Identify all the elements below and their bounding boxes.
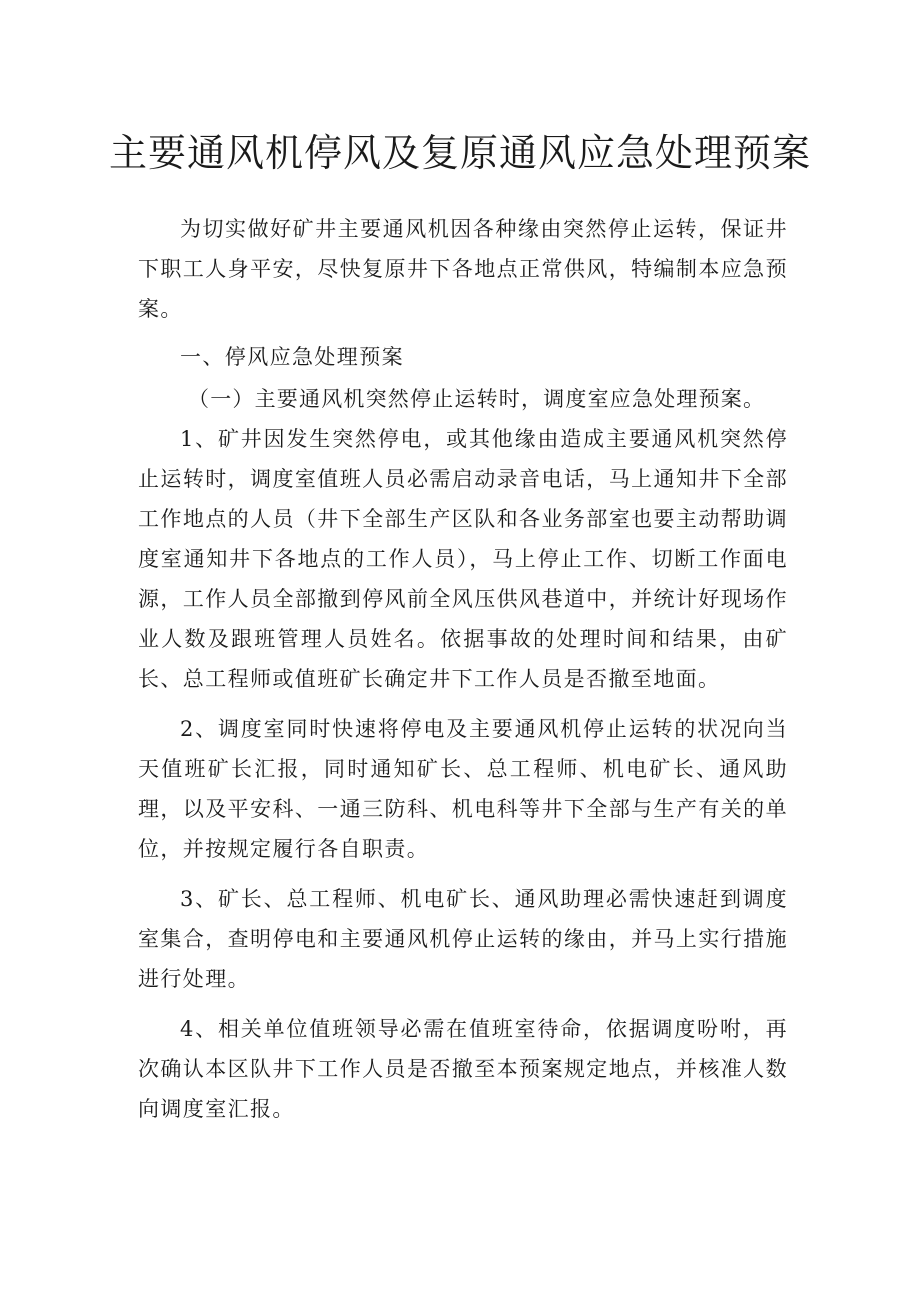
subsection-heading: （一）主要通风机突然停止运转时，调度室应急处理预案。 — [188, 387, 766, 411]
list-item-1: 1、矿井因发生突然停电，或其他缘由造成主要通风机突然停止运转时，调度室值班人员必需启动录音电话，马上通知井下全部工作地点的人员（井下全部生产区队和各业务部室也要主动帮助调度室通知井下各地点的工作人员），马上停止工作、切断工作面电源，工作人员全部撤到停风前全风压供风巷道中，并统计好现场作业人数及跟班管理人员姓名。依据事故的处理时间和结果，由矿长、总工程师或值班矿长确定井下工作人员是否撤至地面。 — [138, 427, 788, 691]
list-item-4: 4、相关单位值班领导必需在值班室待命，依据调度吩咐，再次确认本区队井下工作人员是否撤至本预案规定地点，并核准人数向调度室汇报。 — [138, 1017, 788, 1121]
intro-paragraph: 为切实做好矿井主要通风机因各种缘由突然停止运转，保证井下职工人身平安，尽快复原井下各地点正常供风，特编制本应急预案。 — [138, 217, 788, 321]
document-title: 主要通风机停风及复原通风应急处理预案 — [108, 131, 811, 175]
section-heading: 一、停风应急处理预案 — [180, 345, 404, 369]
document-body — [138, 209, 788, 1129]
list-item-3: 3、矿长、总工程师、机电矿长、通风助理必需快速赶到调度室集合，查明停电和主要通风机停止运转的缘由，并马上实行措施进行处理。 — [138, 887, 788, 991]
list-item-2: 2、调度室同时快速将停电及主要通风机停止运转的状况向当天值班矿长汇报，同时通知矿长、总工程师、机电矿长、通风助理，以及平安科、一通三防科、机电科等井下全部与生产有关的单位，并按规定履行各自职责。 — [138, 717, 788, 861]
